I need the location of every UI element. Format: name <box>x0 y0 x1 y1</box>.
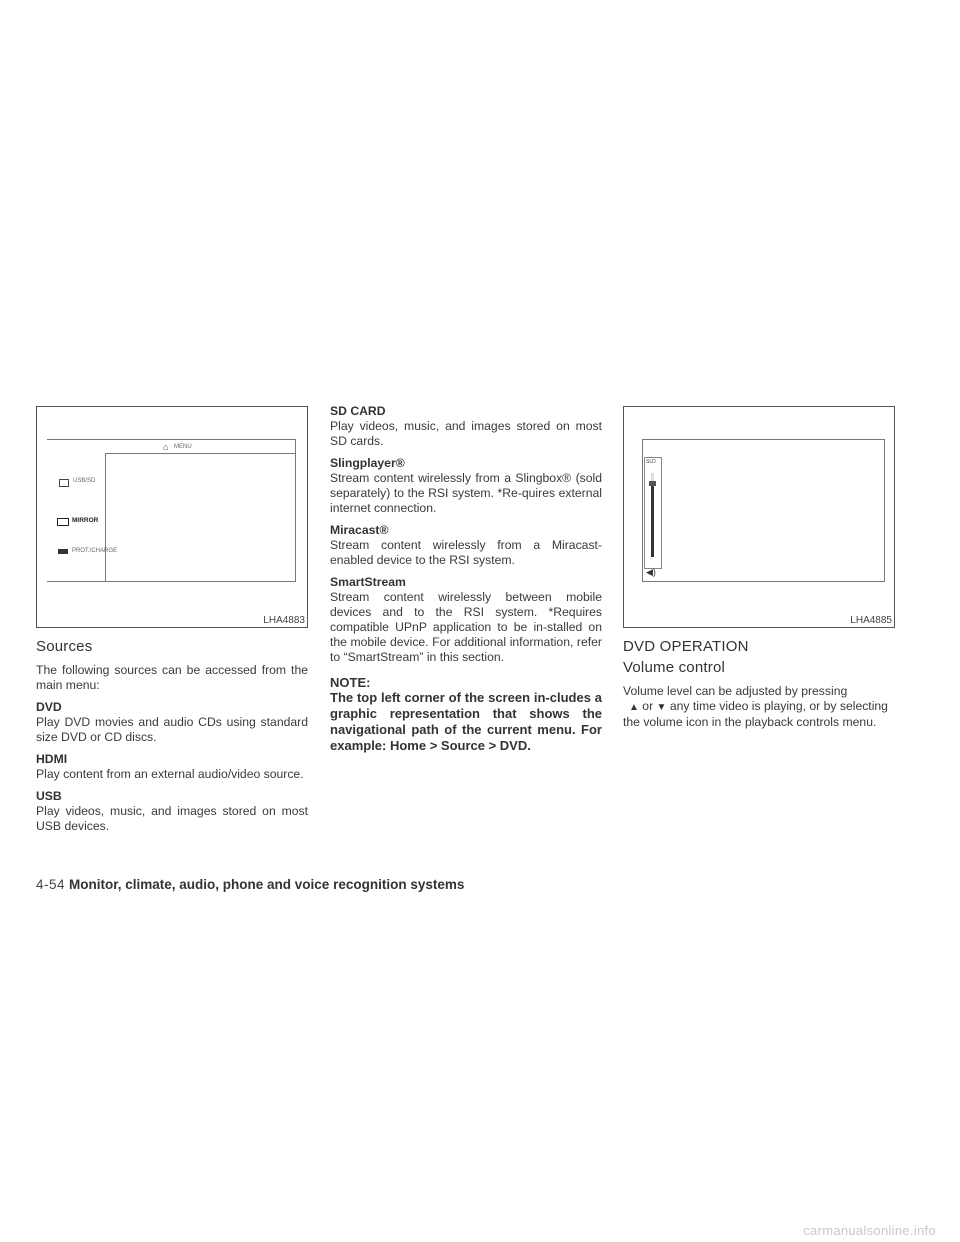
chapter-title: Monitor, climate, audio, phone and voice recognition systems <box>69 877 465 892</box>
desc-usb: Play videos, music, and images stored on most USB devices. <box>36 804 308 833</box>
page-number: 4-54 <box>36 877 66 892</box>
screen-top-border <box>642 439 884 440</box>
term-dvd: DVD <box>36 700 62 714</box>
screen-bottom-border <box>642 581 884 582</box>
volume-slider-fill <box>651 485 654 557</box>
figure-label: LHA4883 <box>263 615 305 626</box>
source-item-usb: USB/SD <box>73 478 96 484</box>
source-hdmi <box>36 752 308 782</box>
volume-text-a: Volume level can be adjusted by pressing <box>623 684 848 698</box>
term-hdmi: HDMI <box>36 752 68 766</box>
column-middle <box>330 404 602 754</box>
source-sling <box>330 456 602 516</box>
column-left <box>36 406 308 841</box>
source-smartstream <box>330 575 602 665</box>
source-usb <box>36 789 308 834</box>
source-item-mirror: MIRROR <box>72 517 99 524</box>
figure-sources-menu <box>36 406 308 628</box>
term-smartstream: SmartStream <box>330 575 406 589</box>
home-icon: ⌂ <box>163 442 169 452</box>
section-subtitle-volume: Volume control <box>623 659 726 676</box>
watermark: carmanualsonline.info <box>803 1223 936 1238</box>
sources-intro: The following sources can be accessed from the main menu: <box>36 663 308 692</box>
section-title-dvd-operation: DVD OPERATION <box>623 638 749 655</box>
page-footer <box>36 877 464 892</box>
volume-panel-label: SLD <box>646 459 656 465</box>
desc-dvd: Play DVD movies and audio CDs using standard size DVD or CD discs. <box>36 715 308 744</box>
screen-bottom-border <box>47 581 295 582</box>
speaker-icon: ◀) <box>646 567 656 577</box>
volume-instructions <box>623 684 895 730</box>
volume-text-or: or <box>642 699 654 713</box>
triangle-up-icon: ▲ <box>629 702 639 713</box>
screen-right-border <box>884 439 885 582</box>
source-item-charge: PROT./CHARGE <box>72 548 118 554</box>
panel-divider <box>105 453 106 582</box>
source-dvd <box>36 700 308 745</box>
triangle-down-icon: ▼ <box>656 702 667 713</box>
desc-hdmi: Play content from an external audio/video source. <box>36 767 304 781</box>
source-sd <box>330 404 602 449</box>
figure-volume-control <box>623 406 895 628</box>
column-right <box>623 406 895 737</box>
screen-left-border <box>642 439 643 582</box>
term-usb: USB <box>36 789 62 803</box>
term-sling: Slingplayer® <box>330 456 405 470</box>
figure-label: LHA4885 <box>850 615 892 626</box>
screen-right-border <box>295 439 296 582</box>
mirror-source-icon <box>57 518 69 526</box>
menu-label: MENU <box>174 444 192 450</box>
note-body: The top left corner of the screen in-cludes a graphic representation that shows the navigational path of the current menu. For example: Home > Source > DVD. <box>330 690 602 753</box>
volume-text-b: any time video is playing, or by selecting the volume icon in the playback controls menu. <box>623 699 888 729</box>
term-miracast: Miracast® <box>330 523 389 537</box>
desc-sd: Play videos, music, and images stored on most SD cards. <box>330 419 602 448</box>
charge-source-icon <box>58 549 68 554</box>
note-heading: NOTE: <box>330 675 371 690</box>
screen-top-border <box>47 439 295 440</box>
usb-source-icon <box>59 479 69 487</box>
desc-miracast: Stream content wirelessly from a Miracast-enabled device to the RSI system. <box>330 538 602 567</box>
term-sd: SD CARD <box>330 404 386 418</box>
desc-smartstream: Stream content wirelessly between mobile devices and to the RSI system. *Requires compatible UPnP application to be in-stalled on the mobile device. For additional information, refer to “SmartStream” in this section. <box>330 590 602 664</box>
source-miracast <box>330 523 602 568</box>
desc-sling: Stream content wirelessly from a Slingbox® (sold separately) to the RSI system. *Re-quires external internet connection. <box>330 471 602 515</box>
section-title-sources: Sources <box>36 638 93 655</box>
volume-slider-knob <box>649 481 656 486</box>
panel-top-border <box>105 453 295 454</box>
